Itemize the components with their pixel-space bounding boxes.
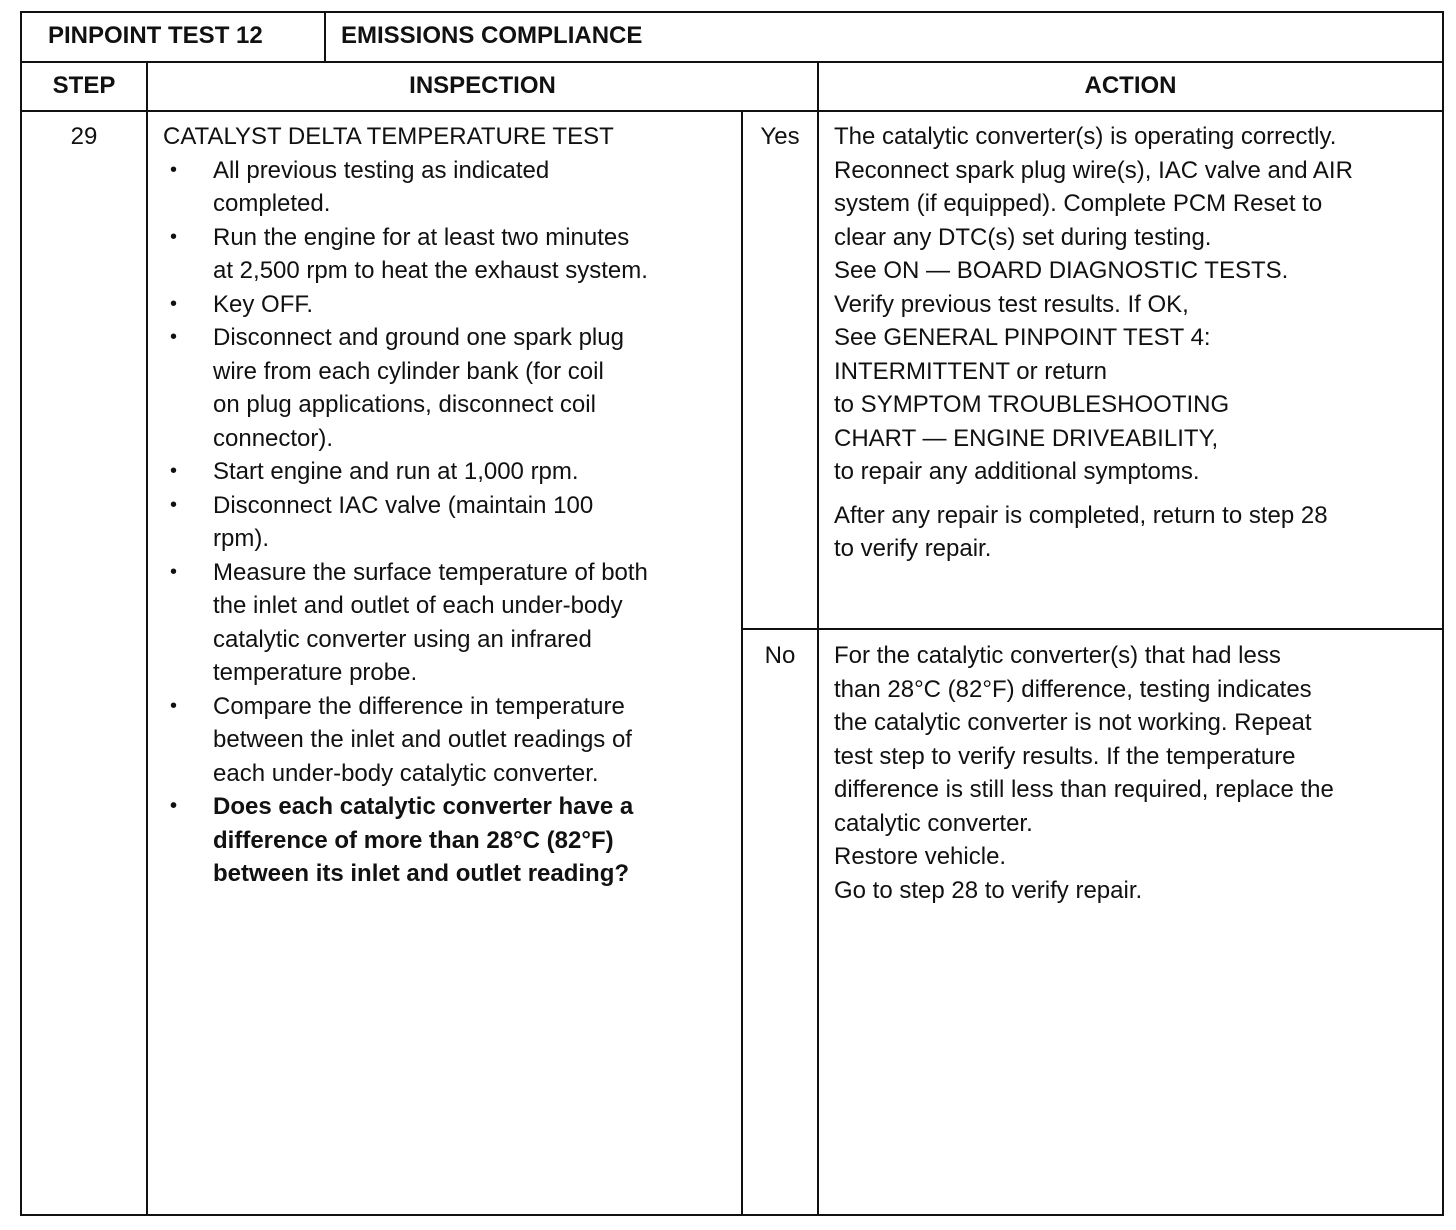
bullet-line: Compare the difference in temperature	[213, 692, 625, 720]
action-line: than 28°C (82°F) difference, testing indicates	[834, 675, 1312, 703]
bullet-line: temperature probe.	[213, 659, 418, 686]
bullet-line: Run the engine for at least two minutes	[213, 223, 630, 251]
bullet-icon: •	[170, 158, 178, 181]
bullet-icon: •	[170, 292, 178, 315]
action-line: The catalytic converter(s) is operating correctly.	[834, 123, 1337, 150]
bullet-line: completed.	[213, 190, 331, 217]
action-line: After any repair is completed, return to step 28	[834, 501, 1328, 529]
title-divider	[324, 11, 326, 62]
bullet-icon: •	[170, 326, 178, 348]
action-line: For the catalytic converter(s) that had less	[834, 642, 1281, 669]
action-line: Go to step 28 to verify repair.	[834, 876, 1143, 904]
inspection-bullet-item	[163, 288, 648, 322]
inspection-bullet-item	[163, 455, 648, 489]
yes-action	[834, 120, 1353, 566]
action-line: CHART — ENGINE DRIVEABILITY,	[834, 424, 1219, 452]
bullet-icon: •	[170, 493, 178, 516]
bullet-icon: •	[170, 225, 178, 248]
inspection-bullet-list	[163, 154, 648, 891]
bullet-icon: •	[170, 560, 178, 583]
inspection-bullet-item	[163, 556, 648, 690]
inspection-bullet-item	[163, 489, 648, 556]
action-line: clear any DTC(s) set during testing.	[834, 223, 1212, 251]
inspection-bullet-item	[163, 221, 648, 288]
test-title: CATALYST DELTA TEMPERATURE TEST	[163, 123, 614, 150]
step-column-header: STEP	[52, 72, 116, 99]
inspection-content	[163, 120, 648, 891]
bullet-line: Disconnect IAC valve (maintain 100	[213, 491, 594, 519]
action-line: to verify repair.	[834, 535, 992, 562]
bullet-icon: •	[170, 795, 178, 817]
inspection-bullet-item	[163, 690, 648, 791]
bullet-line: difference of more than 28°C (82°F)	[213, 826, 614, 854]
action-line: catalytic converter.	[834, 809, 1033, 837]
action-line: Reconnect spark plug wire(s), IAC valve and AIR	[834, 156, 1353, 184]
no-action	[834, 639, 1334, 907]
border-top	[20, 11, 1444, 13]
bullet-line: on plug applications, disconnect coil	[213, 391, 596, 418]
action-line: difference is still less than required, replace the	[834, 776, 1334, 803]
header-divider	[20, 61, 1444, 63]
inspection-bullet-item	[163, 790, 648, 891]
action-line: to SYMPTOM TROUBLESHOOTING	[834, 391, 1230, 418]
inspection-bullet-item	[163, 321, 648, 455]
inspection-column-header: INSPECTION	[409, 72, 556, 99]
action-column-divider	[817, 61, 819, 1216]
bullet-line: rpm).	[213, 525, 269, 552]
step-column-divider	[146, 61, 148, 1216]
bullet-line: catalytic converter using an infrared	[213, 625, 592, 653]
bullet-line: between its inlet and outlet reading?	[213, 860, 630, 887]
bullet-line: at 2,500 rpm to heat the exhaust system.	[213, 257, 648, 284]
yes-no-divider	[741, 628, 1444, 630]
border-left	[20, 11, 22, 1216]
bullet-line: each under-body catalytic converter.	[213, 759, 599, 787]
pinpoint-test-label: PINPOINT TEST 12	[48, 22, 263, 49]
bullet-line: Start engine and run at 1,000 rpm.	[213, 458, 579, 485]
pinpoint-test-title: EMISSIONS COMPLIANCE	[341, 22, 643, 49]
bullet-line: between the inlet and outlet readings of	[213, 726, 632, 753]
action-column-header: ACTION	[1084, 72, 1177, 99]
bullet-line: wire from each cylinder bank (for coil	[213, 357, 604, 385]
action-line: Verify previous test results. If OK,	[834, 290, 1189, 318]
border-bottom	[20, 1214, 1444, 1216]
inspection-bullet-item	[163, 154, 648, 221]
action-line: system (if equipped). Complete PCM Reset to	[834, 190, 1323, 217]
bullet-line: Measure the surface temperature of both	[213, 558, 648, 586]
bullet-line: All previous testing as indicated	[213, 156, 550, 184]
action-line: INTERMITTENT or return	[834, 357, 1107, 385]
action-line: the catalytic converter is not working. Repeat	[834, 709, 1312, 736]
column-header-divider	[20, 110, 1444, 112]
bullet-icon: •	[170, 460, 178, 482]
bullet-line: Disconnect and ground one spark plug	[213, 324, 624, 351]
no-action-lines	[834, 639, 1334, 907]
step-number: 29	[70, 123, 98, 150]
border-right	[1442, 11, 1444, 1216]
no-label: No	[764, 642, 796, 669]
action-line: See GENERAL PINPOINT TEST 4:	[834, 324, 1211, 351]
bullet-icon: •	[170, 694, 178, 717]
action-line: test step to verify results. If the temperature	[834, 742, 1296, 770]
bullet-line: the inlet and outlet of each under-body	[213, 592, 623, 619]
yes-after-repair-note	[834, 499, 1353, 566]
bullet-line: Key OFF.	[213, 290, 314, 318]
yes-action-lines	[834, 120, 1353, 489]
bullet-line: Does each catalytic converter have a	[213, 793, 634, 820]
action-line: See ON — BOARD DIAGNOSTIC TESTS.	[834, 257, 1289, 284]
yes-label: Yes	[760, 123, 800, 150]
bullet-line: connector).	[213, 424, 334, 452]
action-line: Restore vehicle.	[834, 843, 1007, 870]
action-line: to repair any additional symptoms.	[834, 458, 1200, 485]
